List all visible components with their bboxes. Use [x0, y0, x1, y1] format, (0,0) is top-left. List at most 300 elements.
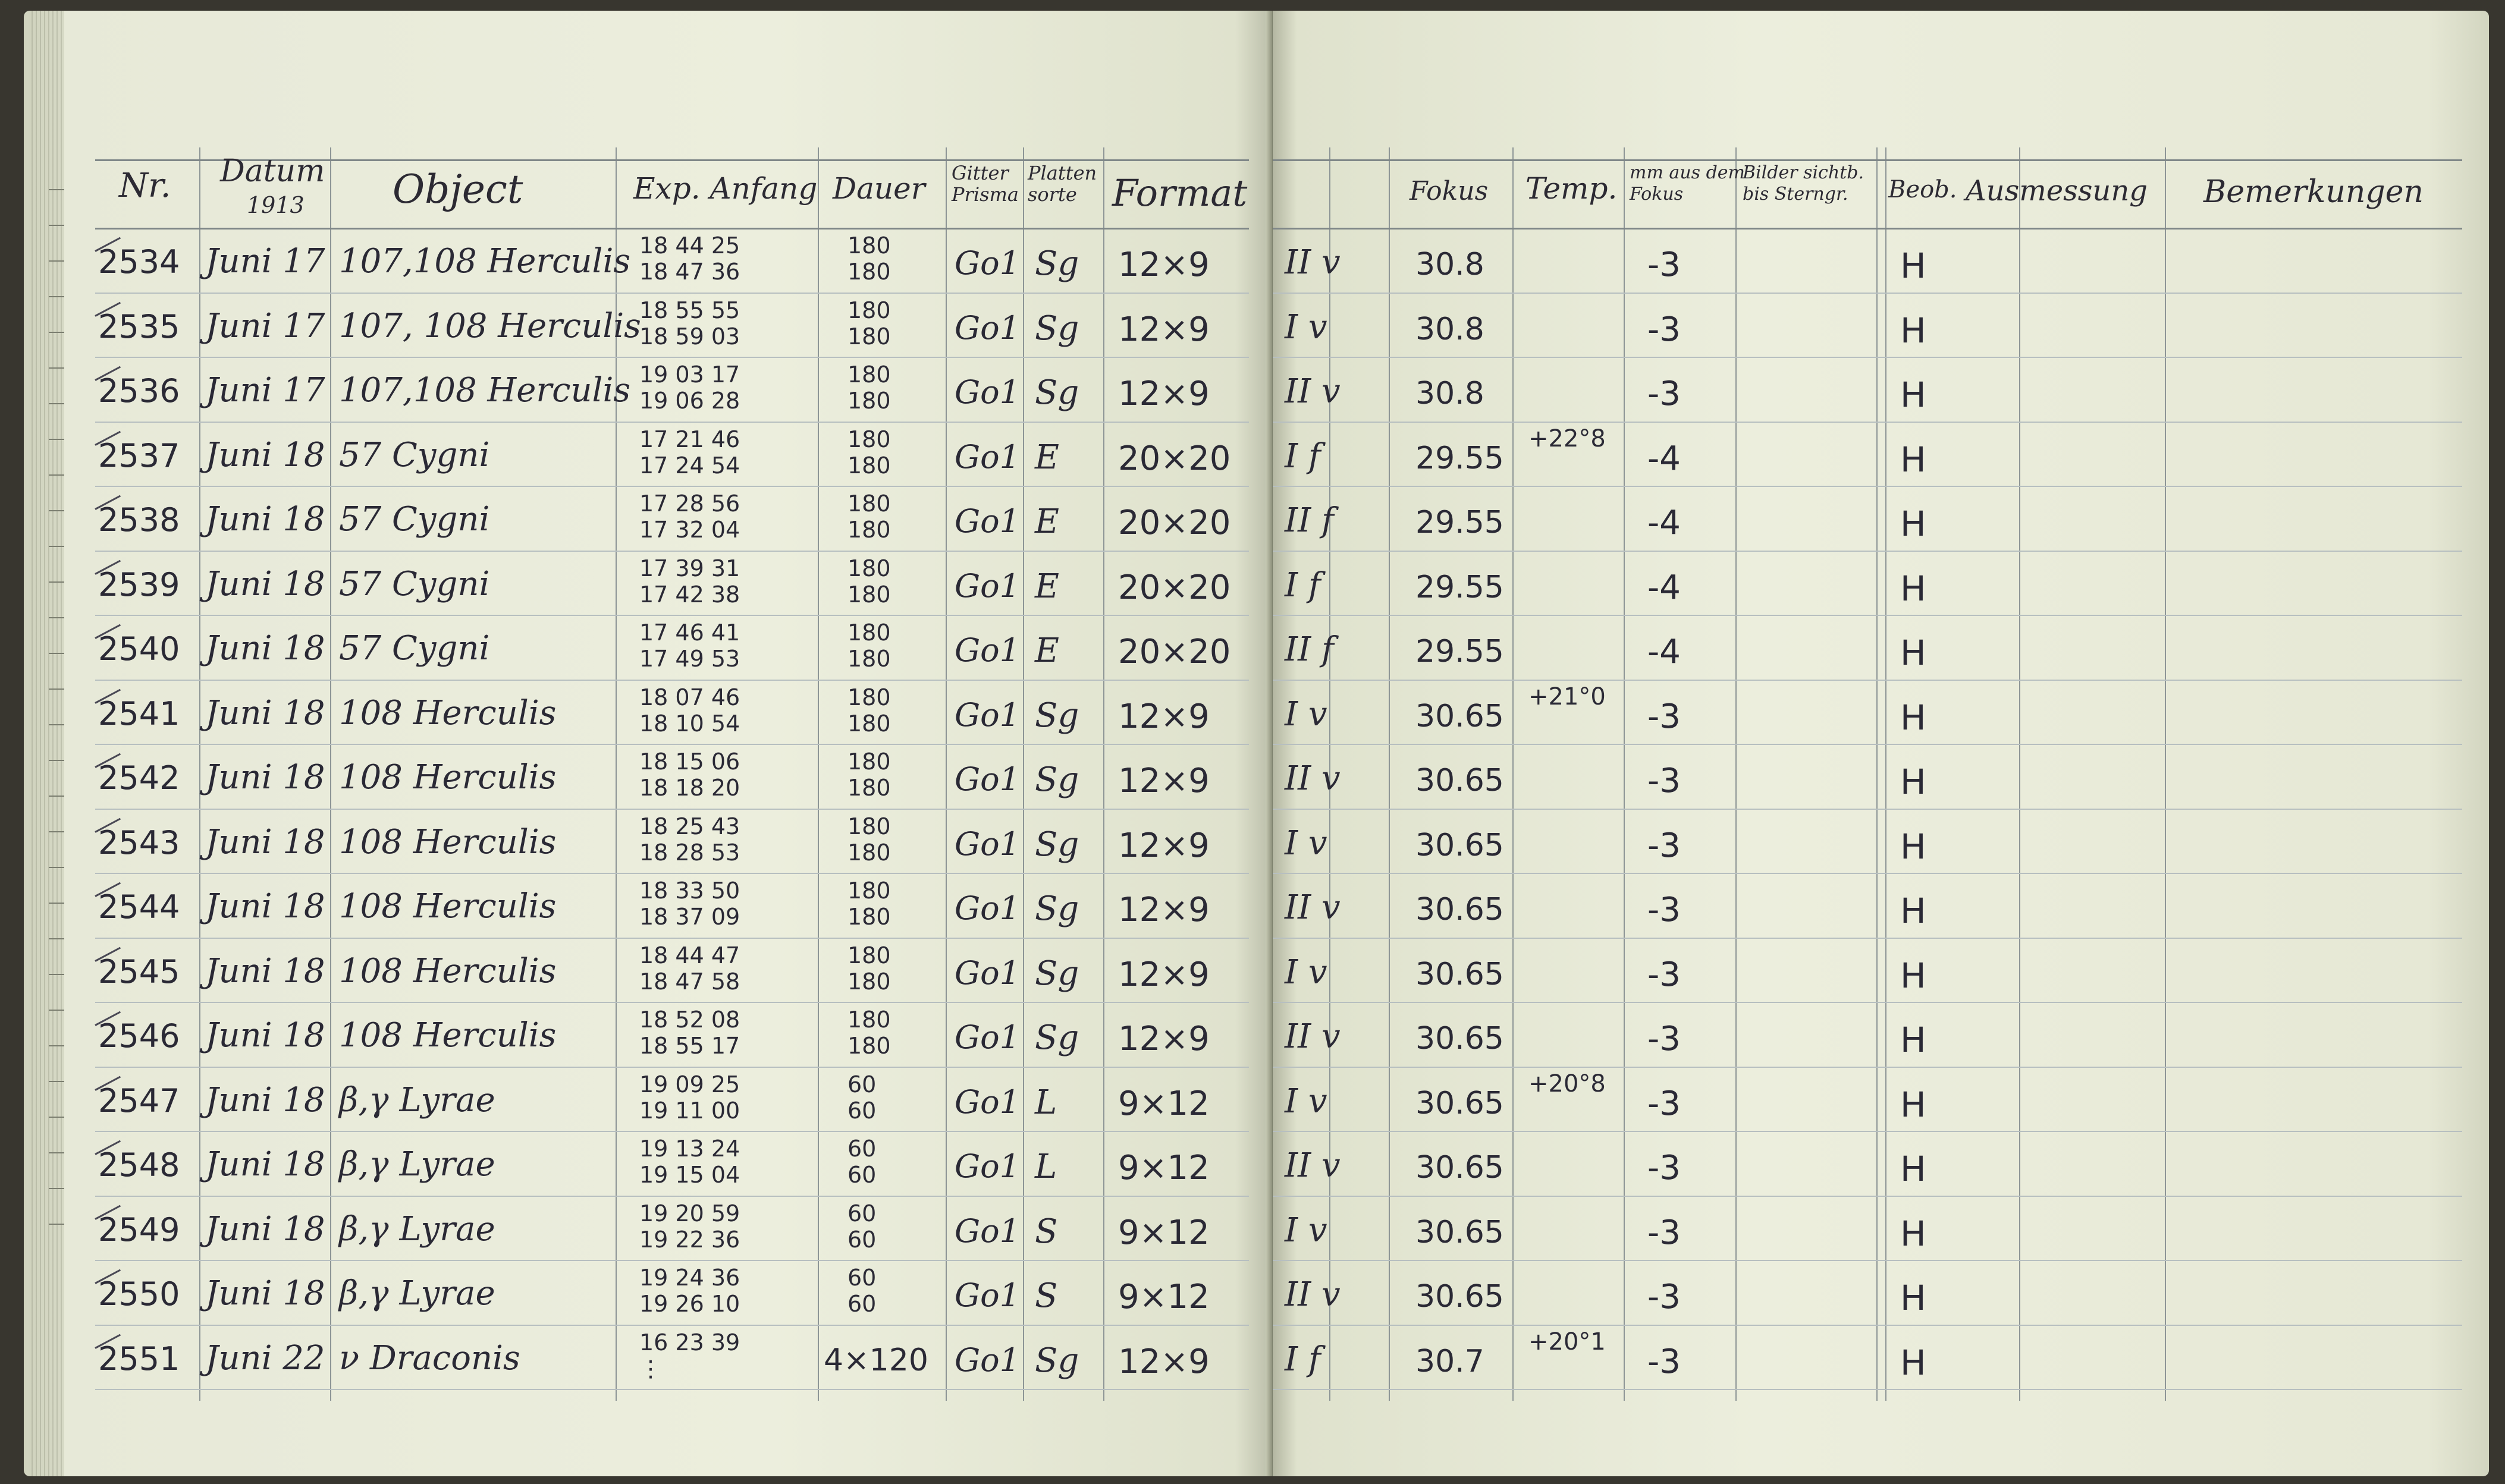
header-mm-aus-fokus: mm aus dem Fokus	[1630, 162, 1745, 205]
cell-object: 108 Herculis	[339, 951, 557, 991]
cell-format: 20×20	[1118, 568, 1231, 607]
cell-exp-start: 18 52 08	[639, 1007, 740, 1033]
cell-gitter: Go1	[955, 1083, 1021, 1121]
header-nr: Nr.	[119, 166, 171, 205]
table-row	[1273, 744, 2489, 809]
table-row	[24, 422, 1273, 486]
cell-exp-start: 18 07 46	[639, 684, 740, 710]
cell-ort: II v	[1285, 243, 1341, 282]
cell-exp-start: 18 25 43	[639, 813, 740, 840]
cell-exp-start: 19 20 59	[639, 1200, 740, 1227]
cell-nr: 2549	[98, 1211, 180, 1249]
cell-dauer: 180	[847, 775, 891, 801]
cell-format: 12×9	[1118, 246, 1210, 284]
cell-dauer: 60	[847, 1071, 877, 1098]
cell-datum: Juni 17	[205, 306, 325, 345]
cell-format: 12×9	[1118, 375, 1210, 413]
cell-platte: E	[1035, 502, 1059, 541]
cell-object: 107, 108 Herculis	[339, 306, 641, 345]
cell-datum: Juni 18	[205, 1145, 325, 1184]
cell-mm: -3	[1647, 826, 1681, 865]
cell-dauer: 180	[847, 646, 891, 672]
cell-dauer: 60	[847, 1226, 877, 1253]
cell-exp-end: 19 11 00	[639, 1097, 740, 1124]
cell-datum: Juni 18	[205, 693, 325, 732]
cell-dauer: 180	[847, 839, 891, 866]
cell-mm: -4	[1647, 568, 1681, 607]
cell-nr: 2536	[98, 372, 180, 410]
cell-nr: 2540	[98, 630, 180, 668]
cell-object: 108 Herculis	[339, 822, 557, 862]
table-row	[1273, 357, 2489, 422]
cell-platte: Sg	[1035, 696, 1079, 735]
header-beob: Beob.	[1888, 176, 1957, 203]
cell-gitter: Go1	[955, 438, 1021, 476]
cell-dauer: 180	[847, 878, 891, 904]
cell-exp-start: 18 55 55	[639, 297, 740, 323]
cell-dauer: 180	[847, 620, 891, 646]
cell-fokus: 30.65	[1415, 763, 1504, 798]
cell-beob: H	[1900, 246, 1926, 286]
cell-fokus: 30.8	[1415, 247, 1484, 282]
cell-exp-start: 19 03 17	[639, 361, 740, 388]
cell-exp-end: 18 59 03	[639, 323, 740, 350]
cell-exp-start: 18 44 47	[639, 942, 740, 969]
cell-gitter: Go1	[955, 309, 1021, 347]
cell-platte: E	[1035, 567, 1059, 606]
cell-object: β,γ Lyrae	[339, 1080, 495, 1120]
cell-nr: 2543	[98, 823, 180, 862]
table-row	[24, 938, 1273, 1002]
cell-dauer: 60	[847, 1136, 877, 1162]
cell-mm: -3	[1647, 1342, 1681, 1381]
cell-datum: Juni 18	[205, 1274, 325, 1313]
cell-fokus: 29.55	[1415, 440, 1504, 476]
cell-gitter: Go1	[955, 244, 1021, 282]
table-row	[24, 486, 1273, 551]
cell-nr: 2538	[98, 501, 180, 539]
table-row	[24, 1325, 1273, 1389]
table-row	[24, 1196, 1273, 1260]
cell-temp: +20°1	[1528, 1328, 1606, 1356]
table-row	[24, 357, 1273, 422]
row-rule	[95, 1389, 1249, 1390]
header-exp-anfang: Exp. Anfang	[633, 171, 818, 206]
table-row	[24, 809, 1273, 873]
cell-nr: 2548	[98, 1146, 180, 1184]
cell-ort: I f	[1285, 436, 1321, 476]
cell-beob: H	[1900, 1342, 1926, 1383]
cell-beob: H	[1900, 1213, 1926, 1254]
cell-exp-start: 16 23 39	[639, 1329, 740, 1356]
cell-exp-end: 17 24 54	[639, 452, 740, 479]
cell-ort: I v	[1285, 694, 1327, 734]
cell-beob: H	[1900, 697, 1926, 738]
cell-object: 57 Cygni	[339, 564, 490, 603]
cell-fokus: 30.65	[1415, 956, 1504, 992]
cell-datum: Juni 18	[205, 435, 325, 474]
cell-fokus: 30.65	[1415, 1150, 1504, 1186]
table-row	[1273, 1196, 2489, 1260]
cell-ort: II v	[1285, 759, 1341, 798]
cell-datum: Juni 18	[205, 564, 325, 603]
cell-platte: Sg	[1035, 309, 1079, 348]
cell-dauer: 60	[847, 1291, 877, 1317]
cell-object: 57 Cygni	[339, 500, 490, 539]
cell-exp-end: 18 28 53	[639, 839, 740, 866]
cell-gitter: Go1	[955, 760, 1021, 798]
cell-object: β,γ Lyrae	[339, 1274, 495, 1313]
table-row	[1273, 1325, 2489, 1389]
cell-exp-start: 18 44 25	[639, 232, 740, 259]
cell-fokus: 29.55	[1415, 634, 1504, 669]
cell-fokus: 30.65	[1415, 1085, 1504, 1121]
cell-format: 12×9	[1118, 697, 1210, 736]
cell-platte: S	[1035, 1277, 1058, 1315]
cell-gitter: Go1	[955, 954, 1021, 992]
cell-nr: 2544	[98, 888, 180, 926]
table-row	[24, 293, 1273, 357]
cell-dauer: 180	[847, 361, 891, 388]
cell-gitter: Go1	[955, 1341, 1021, 1379]
table-row	[1273, 938, 2489, 1002]
cell-fokus: 30.7	[1415, 1343, 1484, 1379]
cell-exp-start: 17 21 46	[639, 426, 740, 452]
cell-format: 12×9	[1118, 826, 1210, 865]
cell-nr: 2541	[98, 694, 180, 732]
header-format: Format	[1112, 171, 1248, 215]
cell-gitter: Go1	[955, 631, 1021, 669]
cell-nr: 2550	[98, 1275, 180, 1313]
cell-fokus: 30.65	[1415, 698, 1504, 734]
cell-format: 20×20	[1118, 633, 1231, 671]
cell-format: 20×20	[1118, 439, 1231, 478]
cell-dauer: 180	[847, 491, 891, 517]
header-datum: Datum	[220, 153, 325, 189]
cell-dauer: 180	[847, 297, 891, 323]
header-bilder-sichtb: Bilder sichtb. bis Sterngr.	[1743, 162, 1864, 205]
cell-exp-start: 17 46 41	[639, 620, 740, 646]
cell-mm: -4	[1647, 633, 1681, 671]
cell-object: β,γ Lyrae	[339, 1209, 495, 1249]
cell-beob: H	[1900, 1149, 1926, 1189]
cell-datum: Juni 18	[205, 1016, 325, 1055]
header-bemerkungen: Bemerkungen	[2203, 174, 2424, 210]
cell-datum: Juni 18	[205, 1209, 325, 1249]
header-temp: Temp.	[1525, 171, 1618, 206]
cell-nr: 2535	[98, 307, 180, 345]
cell-temp: +21°0	[1528, 683, 1606, 710]
cell-ort: I f	[1285, 565, 1321, 605]
margin-mark	[49, 189, 64, 190]
cell-format: 12×9	[1118, 762, 1210, 800]
cell-datum: Juni 18	[205, 1080, 325, 1120]
cell-mm: -3	[1647, 762, 1681, 800]
cell-platte: E	[1035, 438, 1059, 477]
cell-ort: I f	[1285, 1340, 1321, 1379]
cell-mm: -3	[1647, 1278, 1681, 1316]
cell-object: 108 Herculis	[339, 758, 557, 797]
cell-gitter: Go1	[955, 1018, 1021, 1056]
cell-exp-end: 18 55 17	[639, 1033, 740, 1059]
cell-platte: Sg	[1035, 373, 1079, 412]
cell-nr: 2545	[98, 952, 180, 991]
cell-exp-end: 18 37 09	[639, 904, 740, 930]
cell-platte: Sg	[1035, 1341, 1079, 1380]
cell-dauer: 180	[847, 904, 891, 930]
cell-dauer: 180	[847, 232, 891, 259]
cell-temp: +20°8	[1528, 1070, 1606, 1098]
cell-exp-end: 18 47 58	[639, 968, 740, 995]
cell-exp-end: 19 15 04	[639, 1162, 740, 1188]
cell-ort: I v	[1285, 307, 1327, 347]
cell-ort: II f	[1285, 630, 1334, 669]
margin-mark	[49, 225, 64, 226]
cell-fokus: 30.65	[1415, 1021, 1504, 1057]
cell-datum: Juni 17	[205, 371, 325, 410]
table-row	[1273, 1260, 2489, 1325]
left-page	[24, 11, 1273, 1476]
header-gitter-prisma: Gitter Prisma	[952, 162, 1019, 206]
cell-format: 9×12	[1118, 1278, 1210, 1316]
cell-platte: Sg	[1035, 825, 1079, 864]
cell-ort: I v	[1285, 1211, 1327, 1250]
cell-platte: Sg	[1035, 760, 1079, 799]
cell-fokus: 30.65	[1415, 1279, 1504, 1315]
cell-dauer: 60	[847, 1200, 877, 1227]
cell-beob: H	[1900, 504, 1926, 544]
cell-dauer: 180	[847, 710, 891, 737]
table-row	[24, 873, 1273, 938]
cell-beob: H	[1900, 568, 1926, 609]
cell-exp-start: 18 15 06	[639, 749, 740, 775]
cell-datum: Juni 18	[205, 951, 325, 991]
cell-fokus: 29.55	[1415, 505, 1504, 540]
header-rule	[1273, 159, 2462, 161]
table-row	[24, 680, 1273, 744]
cell-beob: H	[1900, 762, 1926, 802]
cell-dauer: 180	[847, 426, 891, 452]
cell-beob: H	[1900, 1278, 1926, 1318]
table-row	[24, 1260, 1273, 1325]
cell-exp-end: 17 32 04	[639, 517, 740, 543]
cell-object: 108 Herculis	[339, 887, 557, 926]
table-row	[1273, 680, 2489, 744]
cell-exp-end: 18 47 36	[639, 259, 740, 285]
table-row	[24, 744, 1273, 809]
cell-exp-end: 19 22 36	[639, 1226, 740, 1253]
cell-datum: Juni 17	[205, 242, 325, 281]
cell-dauer: 60	[847, 1162, 877, 1188]
cell-datum: Juni 22	[205, 1338, 325, 1378]
cell-platte: Sg	[1035, 244, 1079, 283]
cell-mm: -4	[1647, 504, 1681, 542]
cell-dauer: 180	[847, 323, 891, 350]
cell-format: 9×12	[1118, 1149, 1210, 1187]
cell-mm: -3	[1647, 955, 1681, 994]
cell-dauer: 180	[847, 259, 891, 285]
cell-platte: S	[1035, 1212, 1058, 1251]
cell-dauer: 60	[847, 1265, 877, 1291]
header-platten-sorte: Platten sorte	[1028, 162, 1097, 206]
table-row	[1273, 873, 2489, 938]
cell-object: ν Draconis	[339, 1338, 520, 1378]
cell-beob: H	[1900, 955, 1926, 996]
header-object: Object	[393, 166, 523, 212]
header-year: 1913	[247, 192, 305, 218]
cell-ort: II v	[1285, 888, 1341, 927]
cell-platte: L	[1035, 1083, 1057, 1122]
cell-datum: Juni 18	[205, 629, 325, 668]
cell-ort: II v	[1285, 1275, 1341, 1314]
header-fokus: Fokus	[1410, 176, 1489, 206]
cell-beob: H	[1900, 826, 1926, 867]
cell-beob: H	[1900, 439, 1926, 480]
cell-exp-end: 17 49 53	[639, 646, 740, 672]
cell-ort: I v	[1285, 1081, 1327, 1121]
cell-format: 12×9	[1118, 891, 1210, 929]
row-rule	[1273, 1389, 2462, 1390]
cell-ort: II v	[1285, 1146, 1341, 1185]
cell-platte: E	[1035, 631, 1059, 670]
right-log-table	[1273, 11, 2489, 1476]
cell-format: 9×12	[1118, 1213, 1210, 1252]
cell-gitter: Go1	[955, 1147, 1021, 1185]
table-row	[1273, 1067, 2489, 1131]
cell-gitter: Go1	[955, 1277, 1021, 1314]
cell-exp-start: 19 09 25	[639, 1071, 740, 1098]
cell-mm: -3	[1647, 375, 1681, 413]
cell-exp-end: 17 42 38	[639, 581, 740, 608]
cell-object: 108 Herculis	[339, 1016, 557, 1055]
cell-beob: H	[1900, 891, 1926, 931]
cell-format: 12×9	[1118, 1342, 1210, 1381]
cell-mm: -4	[1647, 439, 1681, 478]
cell-dauer: 180	[847, 813, 891, 840]
cell-mm: -3	[1647, 1020, 1681, 1058]
cell-format: 9×12	[1118, 1084, 1210, 1123]
cell-mm: -3	[1647, 246, 1681, 284]
cell-fokus: 29.55	[1415, 569, 1504, 605]
cell-nr: 2551	[98, 1340, 180, 1378]
table-row	[24, 1067, 1273, 1131]
cell-nr: 2534	[98, 243, 180, 281]
cell-format: 12×9	[1118, 310, 1210, 349]
cell-beob: H	[1900, 375, 1926, 415]
table-row	[24, 228, 1273, 293]
cell-dauer: 180	[847, 968, 891, 995]
cell-dauer: 180	[847, 452, 891, 479]
cell-ort: I v	[1285, 823, 1327, 863]
cell-exp-start: 17 28 56	[639, 491, 740, 517]
cell-dauer: 180	[847, 684, 891, 710]
cell-datum: Juni 18	[205, 887, 325, 926]
cell-object: 107,108 Herculis	[339, 242, 631, 281]
cell-dauer: 180	[847, 555, 891, 581]
table-row	[1273, 551, 2489, 615]
cell-mm: -3	[1647, 697, 1681, 736]
cell-exp-end: 18 18 20	[639, 775, 740, 801]
cell-mm: -3	[1647, 1149, 1681, 1187]
cell-object: 108 Herculis	[339, 693, 557, 732]
cell-dauer: 180	[847, 1007, 891, 1033]
cell-dauer: 180	[847, 517, 891, 543]
header-dauer: Dauer	[833, 171, 925, 206]
cell-nr: 2542	[98, 759, 180, 797]
table-row	[24, 615, 1273, 680]
cell-format: 20×20	[1118, 504, 1231, 542]
cell-ort: II f	[1285, 501, 1334, 540]
table-row	[1273, 809, 2489, 873]
table-row	[1273, 293, 2489, 357]
right-page	[1273, 11, 2489, 1476]
cell-fokus: 30.65	[1415, 892, 1504, 928]
cell-nr: 2546	[98, 1017, 180, 1055]
left-log-table	[24, 11, 1273, 1476]
cell-datum: Juni 18	[205, 500, 325, 539]
cell-platte: Sg	[1035, 954, 1079, 993]
cell-mm: -3	[1647, 891, 1681, 929]
cell-gitter: Go1	[955, 696, 1021, 734]
table-row	[1273, 1131, 2489, 1196]
cell-gitter: Go1	[955, 825, 1021, 863]
cell-dauer: 60	[847, 1097, 877, 1124]
cell-beob: H	[1900, 310, 1926, 351]
cell-ort: II v	[1285, 372, 1341, 411]
cell-exp-end: 19 06 28	[639, 388, 740, 414]
cell-gitter: Go1	[955, 567, 1021, 605]
header-ausmessung: Ausmessung	[1966, 174, 2148, 207]
cell-platte: Sg	[1035, 889, 1079, 928]
cell-fokus: 30.65	[1415, 827, 1504, 863]
table-row	[1273, 615, 2489, 680]
cell-platte: Sg	[1035, 1018, 1079, 1057]
cell-beob: H	[1900, 633, 1926, 673]
table-row	[1273, 486, 2489, 551]
table-row	[24, 1002, 1273, 1067]
cell-dauer: 180	[847, 1033, 891, 1059]
cell-object: 57 Cygni	[339, 435, 490, 474]
cell-mm: -3	[1647, 1084, 1681, 1123]
cell-gitter: Go1	[955, 502, 1021, 540]
cell-mm: -3	[1647, 310, 1681, 349]
cell-datum: Juni 18	[205, 822, 325, 862]
cell-exp-start: 17 39 31	[639, 555, 740, 581]
cell-dauer: 180	[847, 581, 891, 608]
cell-platte: L	[1035, 1147, 1057, 1186]
cell-nr: 2547	[98, 1081, 180, 1120]
cell-object: β,γ Lyrae	[339, 1145, 495, 1184]
table-row	[1273, 228, 2489, 293]
cell-exp-end: ⋮	[639, 1355, 662, 1382]
cell-object: 107,108 Herculis	[339, 371, 631, 410]
cell-object: 57 Cygni	[339, 629, 490, 668]
cell-nr: 2537	[98, 436, 180, 474]
cell-fokus: 30.8	[1415, 376, 1484, 411]
cell-gitter: Go1	[955, 1212, 1021, 1250]
cell-mm: -3	[1647, 1213, 1681, 1252]
table-row	[1273, 422, 2489, 486]
cell-ort: I v	[1285, 952, 1327, 992]
cell-format: 12×9	[1118, 955, 1210, 994]
cell-dauer: 180	[847, 388, 891, 414]
table-row	[24, 551, 1273, 615]
cell-temp: +22°8	[1528, 425, 1606, 452]
cell-gitter: Go1	[955, 889, 1021, 927]
cell-dauer: 180	[847, 749, 891, 775]
cell-beob: H	[1900, 1020, 1926, 1060]
cell-gitter: Go1	[955, 373, 1021, 411]
